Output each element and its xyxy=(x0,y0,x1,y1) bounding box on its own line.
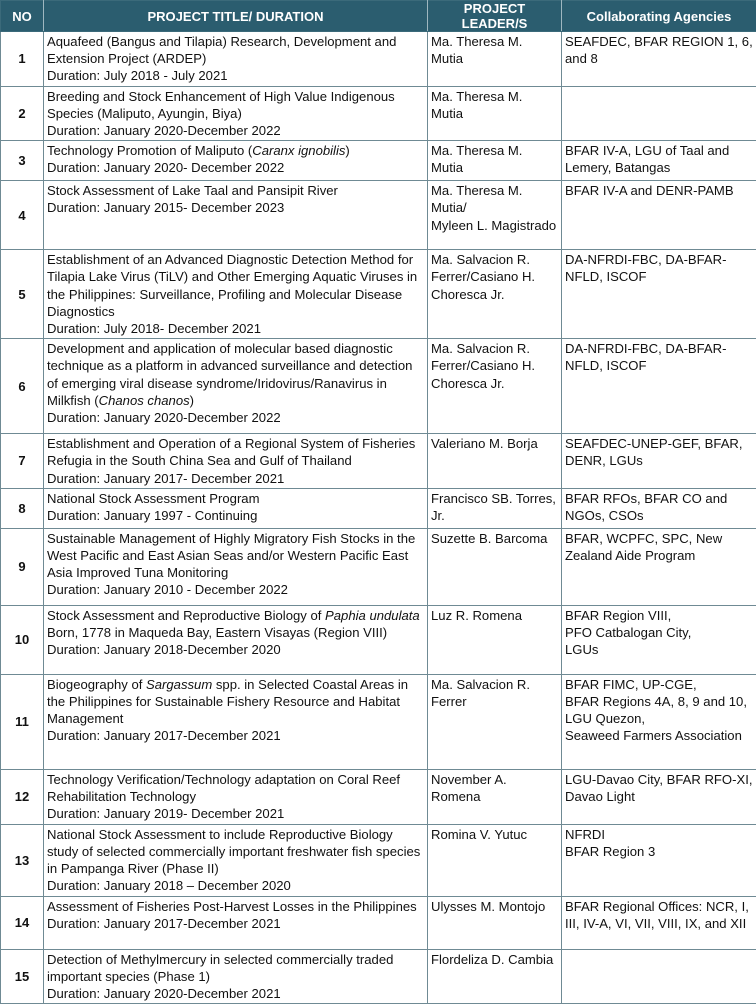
project-title xyxy=(47,142,424,159)
collaborating-agencies-cell xyxy=(562,528,756,605)
scientific-name: Sargassum xyxy=(146,677,212,692)
row-number: 8 xyxy=(1,488,44,528)
header-no: NO xyxy=(1,1,44,32)
header-agencies: Collaborating Agencies xyxy=(562,1,756,32)
project-leader-cell xyxy=(428,605,562,674)
project-title-cell xyxy=(44,434,428,489)
project-title-cell xyxy=(44,674,428,769)
project-leader: Ma. Theresa M. Mutia xyxy=(431,142,558,176)
scientific-name: Chanos chanos xyxy=(99,393,190,408)
table-row xyxy=(1,250,756,339)
table-body xyxy=(1,32,756,1004)
project-duration: Duration: January 2020-December 2022 xyxy=(47,122,424,139)
table-row xyxy=(1,824,756,896)
project-duration: Duration: January 2018 – December 2020 xyxy=(47,877,424,894)
project-title-text: Biogeography of xyxy=(47,677,146,692)
scientific-name: Caranx ignobilis xyxy=(252,143,345,158)
project-title-cell xyxy=(44,605,428,674)
collaborating-agencies: BFAR IV-A and DENR-PAMB xyxy=(565,182,753,199)
project-leader: Francisco SB. Torres, Jr. xyxy=(431,490,558,524)
collaborating-agencies: BFAR Regional Offices: NCR, I, III, IV-A, VI, VII, VIII, IX, and XII xyxy=(565,898,753,932)
table-row xyxy=(1,434,756,489)
project-leader: Ma. Salvacion R. Ferrer/Casiano H. Choresca Jr. xyxy=(431,251,558,303)
table-row xyxy=(1,141,756,181)
project-leader: Ma. Salvacion R. Ferrer/Casiano H. Choresca Jr. xyxy=(431,340,558,392)
table-row xyxy=(1,181,756,250)
row-number: 5 xyxy=(1,250,44,339)
row-number: 12 xyxy=(1,769,44,824)
collaborating-agencies: BFAR Region VIII, PFO Catbalogan City, LGUs xyxy=(565,607,753,659)
project-title-text: Breeding and Stock Enhancement of High Value Indigenous Species (Maliputo, Ayungin, Biya) xyxy=(47,89,395,121)
project-leader: Ma. Theresa M. Mutia xyxy=(431,88,558,122)
project-leader: Suzette B. Barcoma xyxy=(431,530,558,547)
project-title-text: Establishment of an Advanced Diagnostic Detection Method for Tilapia Lake Virus (TiLV) and Other Emerging Aquatic Viruses in the Philippines: Surveillance, Profiling and Molecular Disease Diagnostics xyxy=(47,252,417,319)
project-title-text: National Stock Assessment to include Reproductive Biology study of selected commercially important freshwater fish species in Pampanga River (Phase II) xyxy=(47,827,420,876)
table-row xyxy=(1,86,756,141)
project-duration: Duration: January 2020-December 2022 xyxy=(47,409,424,426)
project-title-text: Assessment of Fisheries Post-Harvest Losses in the Philippines xyxy=(47,899,417,914)
collaborating-agencies: DA-NFRDI-FBC, DA-BFAR-NFLD, ISCOF xyxy=(565,251,753,285)
project-leader-cell xyxy=(428,250,562,339)
project-leader-cell xyxy=(428,674,562,769)
project-leader-cell xyxy=(428,32,562,87)
collaborating-agencies-cell xyxy=(562,824,756,896)
collaborating-agencies-cell xyxy=(562,605,756,674)
header-row xyxy=(1,1,756,32)
row-number: 10 xyxy=(1,605,44,674)
row-number: 15 xyxy=(1,949,44,1004)
project-title xyxy=(47,530,424,582)
project-title-cell xyxy=(44,32,428,87)
row-number: 13 xyxy=(1,824,44,896)
collaborating-agencies-cell xyxy=(562,674,756,769)
project-title-text: Aquafeed (Bangus and Tilapia) Research, Development and Extension Project (ARDEP) xyxy=(47,34,396,66)
row-number: 9 xyxy=(1,528,44,605)
collaborating-agencies-cell xyxy=(562,250,756,339)
collaborating-agencies-cell xyxy=(562,769,756,824)
project-title-cell xyxy=(44,141,428,181)
row-number: 6 xyxy=(1,339,44,434)
project-title-cell xyxy=(44,250,428,339)
project-title-text: Detection of Methylmercury in selected commercially traded important species (Phase 1) xyxy=(47,952,393,984)
row-number: 14 xyxy=(1,896,44,949)
project-leader: Luz R. Romena xyxy=(431,607,558,624)
project-leader: November A. Romena xyxy=(431,771,558,805)
project-title-cell xyxy=(44,181,428,250)
project-title-text-end: ) xyxy=(345,143,349,158)
table-row xyxy=(1,339,756,434)
project-title-text: Establishment and Operation of a Regional System of Fisheries Refugia in the South China Sea and Gulf of Thailand xyxy=(47,436,415,468)
project-leader-cell xyxy=(428,141,562,181)
row-number: 7 xyxy=(1,434,44,489)
collaborating-agencies-cell xyxy=(562,32,756,87)
project-duration: Duration: January 2010 - December 2022 xyxy=(47,581,424,598)
project-leader-cell xyxy=(428,824,562,896)
collaborating-agencies: BFAR, WCPFC, SPC, New Zealand Aide Program xyxy=(565,530,753,564)
collaborating-agencies-cell xyxy=(562,86,756,141)
project-title-text: Stock Assessment and Reproductive Biology of xyxy=(47,608,325,623)
project-title xyxy=(47,771,424,805)
table-row xyxy=(1,528,756,605)
project-duration: Duration: January 2017-December 2021 xyxy=(47,915,424,932)
collaborating-agencies-cell xyxy=(562,434,756,489)
project-duration: Duration: January 2020- December 2022 xyxy=(47,159,424,176)
project-title xyxy=(47,340,424,409)
project-leader: Ma. Theresa M. Mutia xyxy=(431,33,558,67)
collaborating-agencies: SEAFDEC-UNEP-GEF, BFAR, DENR, LGUs xyxy=(565,435,753,469)
project-title xyxy=(47,435,424,469)
project-leader: Flordeliza D. Cambia xyxy=(431,951,558,968)
project-title xyxy=(47,182,424,199)
project-leader: Ulysses M. Montojo xyxy=(431,898,558,915)
project-title-text: Development and application of molecular based diagnostic technique as a platform in advanced surveillance and detection of emerging viral disease syndrome/Iridovirus/Ranavirus in Milkfish ( xyxy=(47,341,412,408)
project-title xyxy=(47,33,424,67)
collaborating-agencies-cell xyxy=(562,488,756,528)
project-title xyxy=(47,607,424,641)
project-title-cell xyxy=(44,528,428,605)
project-leader-cell xyxy=(428,86,562,141)
project-title-cell xyxy=(44,824,428,896)
table-row xyxy=(1,488,756,528)
project-duration: Duration: January 1997 - Continuing xyxy=(47,507,424,524)
project-title-text: Stock Assessment of Lake Taal and Pansipit River xyxy=(47,183,338,198)
scientific-name: Paphia undulata xyxy=(325,608,420,623)
header-leader: PROJECT LEADER/S xyxy=(428,1,562,32)
project-leader-cell xyxy=(428,434,562,489)
project-title-cell xyxy=(44,488,428,528)
table-row xyxy=(1,674,756,769)
collaborating-agencies: BFAR FIMC, UP-CGE, BFAR Regions 4A, 8, 9 and 10, LGU Quezon, Seaweed Farmers Association xyxy=(565,676,753,745)
collaborating-agencies: LGU-Davao City, BFAR RFO-XI, Davao Light xyxy=(565,771,753,805)
project-duration: Duration: January 2019- December 2021 xyxy=(47,805,424,822)
collaborating-agencies-cell xyxy=(562,949,756,1004)
collaborating-agencies-cell xyxy=(562,339,756,434)
project-title xyxy=(47,898,424,915)
project-title xyxy=(47,826,424,878)
project-title xyxy=(47,490,424,507)
table-row xyxy=(1,769,756,824)
project-duration: Duration: January 2020-December 2021 xyxy=(47,985,424,1002)
project-leader-cell xyxy=(428,769,562,824)
project-title xyxy=(47,951,424,985)
project-leader: Ma. Salvacion R. Ferrer xyxy=(431,676,558,710)
project-title xyxy=(47,88,424,122)
project-title-text: Sustainable Management of Highly Migratory Fish Stocks in the West Pacific and East Asian Seas and/or Western Pacific East Asia Improved Tuna Monitoring xyxy=(47,531,415,580)
table-row xyxy=(1,605,756,674)
collaborating-agencies: BFAR IV-A, LGU of Taal and Lemery, Batangas xyxy=(565,142,753,176)
project-title-text-end: spp. in Selected Coastal Areas in the Philippines for Sustainable Fishery Resource and Habitat Management xyxy=(47,677,408,726)
row-number: 11 xyxy=(1,674,44,769)
table-row xyxy=(1,896,756,949)
collaborating-agencies: DA-NFRDI-FBC, DA-BFAR-NFLD, ISCOF xyxy=(565,340,753,374)
collaborating-agencies: SEAFDEC, BFAR REGION 1, 6, and 8 xyxy=(565,33,753,67)
project-leader-cell xyxy=(428,896,562,949)
project-title xyxy=(47,251,424,320)
project-leader-cell xyxy=(428,488,562,528)
row-number: 1 xyxy=(1,32,44,87)
project-leader: Romina V. Yutuc xyxy=(431,826,558,843)
project-title-cell xyxy=(44,949,428,1004)
collaborating-agencies: NFRDI BFAR Region 3 xyxy=(565,826,753,860)
collaborating-agencies-cell xyxy=(562,181,756,250)
project-title xyxy=(47,676,424,728)
project-title-cell xyxy=(44,86,428,141)
row-number: 3 xyxy=(1,141,44,181)
project-leader-cell xyxy=(428,528,562,605)
table-row xyxy=(1,32,756,87)
project-duration: Duration: July 2018 - July 2021 xyxy=(47,67,424,84)
project-duration: Duration: January 2017- December 2021 xyxy=(47,470,424,487)
project-duration: Duration: July 2018- December 2021 xyxy=(47,320,424,337)
project-leader-cell xyxy=(428,181,562,250)
row-number: 4 xyxy=(1,181,44,250)
project-leader: Ma. Theresa M. Mutia/ Myleen L. Magistrado xyxy=(431,182,558,234)
collaborating-agencies-cell xyxy=(562,896,756,949)
project-title-cell xyxy=(44,769,428,824)
project-leader: Valeriano M. Borja xyxy=(431,435,558,452)
project-title-cell xyxy=(44,339,428,434)
project-title-text: National Stock Assessment Program xyxy=(47,491,260,506)
project-title-text: Technology Promotion of Maliputo ( xyxy=(47,143,252,158)
project-title-text: Technology Verification/Technology adaptation on Coral Reef Rehabilitation Technology xyxy=(47,772,400,804)
collaborating-agencies-cell xyxy=(562,141,756,181)
project-duration: Duration: January 2018-December 2020 xyxy=(47,641,424,658)
project-leader-cell xyxy=(428,339,562,434)
project-title-text-end: ) xyxy=(190,393,194,408)
project-duration: Duration: January 2017-December 2021 xyxy=(47,727,424,744)
table-row xyxy=(1,949,756,1004)
header-title: PROJECT TITLE/ DURATION xyxy=(44,1,428,32)
project-title-cell xyxy=(44,896,428,949)
project-duration: Duration: January 2015- December 2023 xyxy=(47,199,424,216)
project-leader-cell xyxy=(428,949,562,1004)
project-title-text-end: Born, 1778 in Maqueda Bay, Eastern Visayas (Region VIII) xyxy=(47,625,387,640)
collaborating-agencies: BFAR RFOs, BFAR CO and NGOs, CSOs xyxy=(565,490,753,524)
row-number: 2 xyxy=(1,86,44,141)
